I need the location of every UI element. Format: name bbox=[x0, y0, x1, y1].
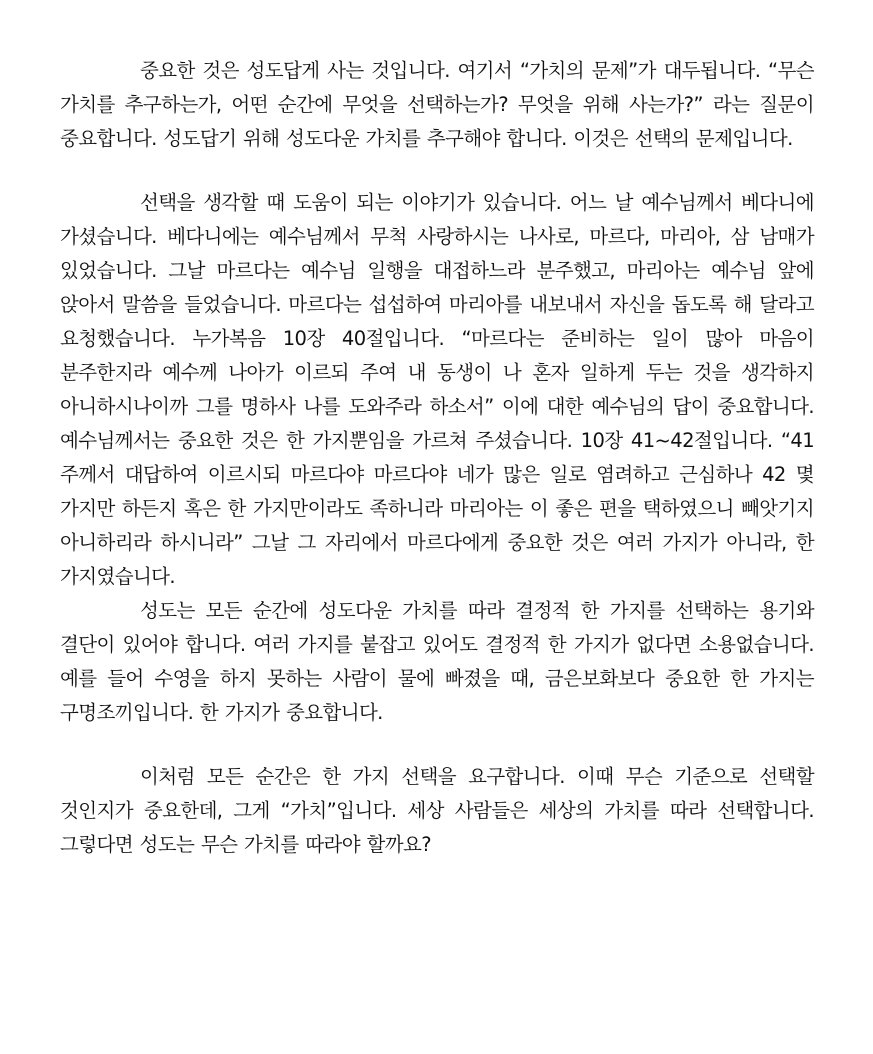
paragraph-3: 성도는 모든 순간에 성도다운 가치를 따라 결정적 한 가지를 선택하는 용기와 결단이 있어야 합니다. 여러 가지를 붙잡고 있어도 결정적 한 가지가 없다면 소용없습니다. 예를 들어 수영을 하지 못하는 사람이 물에 빠졌을 때, 금은보화보다 중요한 한 가지는 구명조끼입니다. 한 가지가 중요합니다. bbox=[60, 599, 814, 724]
document-body bbox=[60, 54, 814, 862]
paragraph-4: 이처럼 모든 순간은 한 가지 선택을 요구합니다. 이때 무슨 기준으로 선택할 것인지가 중요한데, 그게 “가치”입니다. 세상 사람들은 세상의 가치를 따라 선택합니다. 그렇다면 성도는 무슨 가치를 따라야 할까요? bbox=[60, 765, 814, 856]
paragraph-2: 선택을 생각할 때 도움이 되는 이야기가 있습니다. 어느 날 예수님께서 베다니에 가셨습니다. 베다니에는 예수님께서 무척 사랑하시는 나사로, 마르다, 마리아, 삼 남매가 있었습니다. 그날 마르다는 예수님 일행을 대접하느라 분주했고, 마리아는 예수님 앞에 앉아서 말씀을 들었습니다. 마르다는 섭섭하여 마리아를 내보내서 자신을 돕도록 해 달라고 요청했습니다. 누가복음 10장 40절입니다. “마르다는 준비하는 일이 많아 마음이 분주한지라 예수께 나아가 이르되 주여 내 동생이 나 혼자 일하게 두는 것을 생각하지 아니하시나이까 그를 명하사 나를 도와주라 하소서” 이에 대한 예수님의 답이 중요합니다. 예수님께서는 중요한 것은 한 가지뿐임을 가르쳐 주셨습니다. 10장 41~42절입니다. “41 주께서 대답하여 이르시되 마르다야 마르다야 네가 많은 일로 염려하고 근심하나 42 몇 가지만 하든지 혹은 한 가지만이라도 족하니라 마리아는 이 좋은 편을 택하였으니 빼앗기지 아니하리라 하시니라” 그날 그 자리에서 마르다에게 중요한 것은 여러 가지가 아니라, 한 가지였습니다. bbox=[60, 191, 814, 588]
paragraph-1: 중요한 것은 성도답게 사는 것입니다. 여기서 “가치의 문제”가 대두됩니다. “무슨 가치를 추구하는가, 어떤 순간에 무엇을 선택하는가? 무엇을 위해 사는가?” 라는 질문이 중요합니다. 성도답기 위해 성도다운 가치를 추구해야 합니다. 이것은 선택의 문제입니다. bbox=[60, 59, 814, 150]
